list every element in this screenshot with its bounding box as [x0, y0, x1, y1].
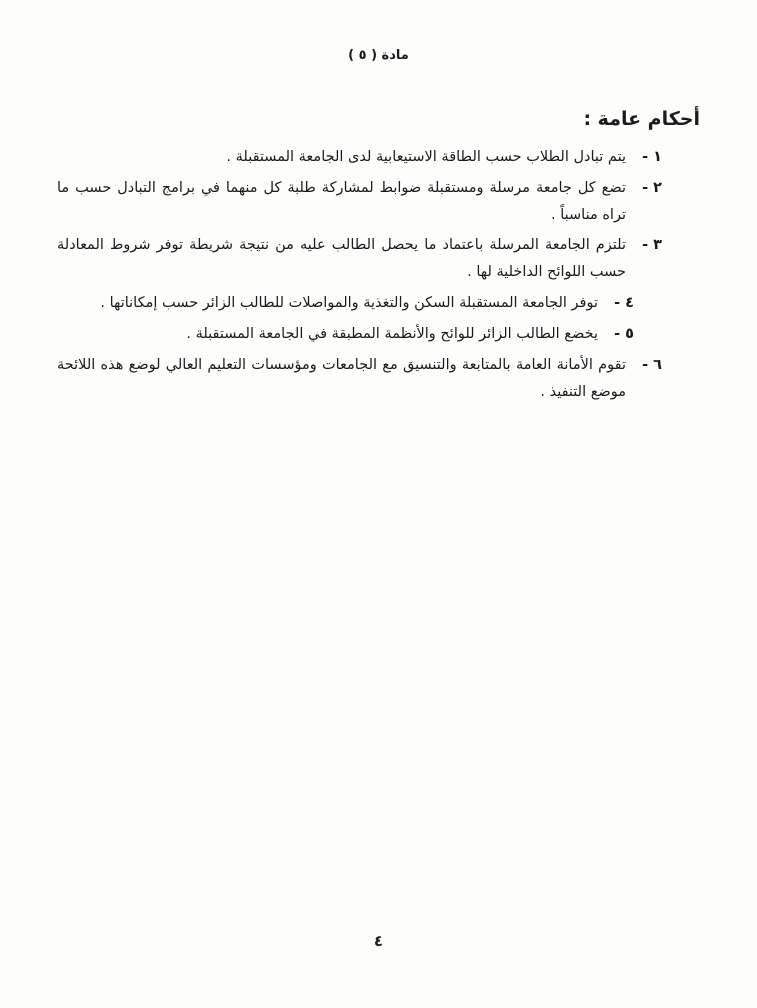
item-number: ٦ - — [642, 356, 662, 373]
list-item — [57, 144, 662, 171]
item-number: ١ - — [642, 149, 662, 165]
item-text: يتم تبادل الطلاب حسب الطاقة الاستيعابية لدى الجامعة المستقبلة . — [226, 149, 626, 165]
list-item — [57, 321, 634, 348]
item-number: ٣ - — [642, 237, 662, 254]
provisions-list — [57, 144, 700, 405]
item-number: ٢ - — [642, 179, 662, 196]
article-header: مادة ( ٥ ) — [348, 48, 409, 63]
list-item — [57, 232, 662, 286]
section-title: أحكام عامة : — [583, 108, 700, 130]
item-text: تقوم الأمانة العامة بالمتابعة والتنسيق مع الجامعات ومؤسسات التعليم العالي لوضع هذه اللائحة موضع التنفيذ . — [57, 356, 626, 400]
list-item — [57, 290, 634, 317]
item-text: تلتزم الجامعة المرسلة باعتماد ما يحصل الطالب عليه من نتيجة شريطة توفر شروط المعادلة حسب اللوائح الداخلية لها . — [57, 237, 626, 281]
item-text: يخضع الطالب الزائر للوائح والأنظمة المطبقة في الجامعة المستقبلة . — [186, 325, 598, 342]
list-item — [57, 352, 662, 406]
list-item — [57, 175, 662, 229]
item-text: توفر الجامعة المستقبلة السكن والتغذية والمواصلات للطالب الزائر حسب إمكاناتها . — [100, 295, 598, 312]
item-text: تضع كل جامعة مرسلة ومستقبلة ضوابط لمشاركة طلبة كل منهما في برامج التبادل حسب ما تراه مناسباً . — [57, 179, 626, 223]
item-number: ٤ - — [614, 295, 634, 312]
document-body — [57, 108, 700, 409]
item-number: ٥ - — [614, 325, 634, 342]
page-number: ٤ — [373, 932, 384, 950]
